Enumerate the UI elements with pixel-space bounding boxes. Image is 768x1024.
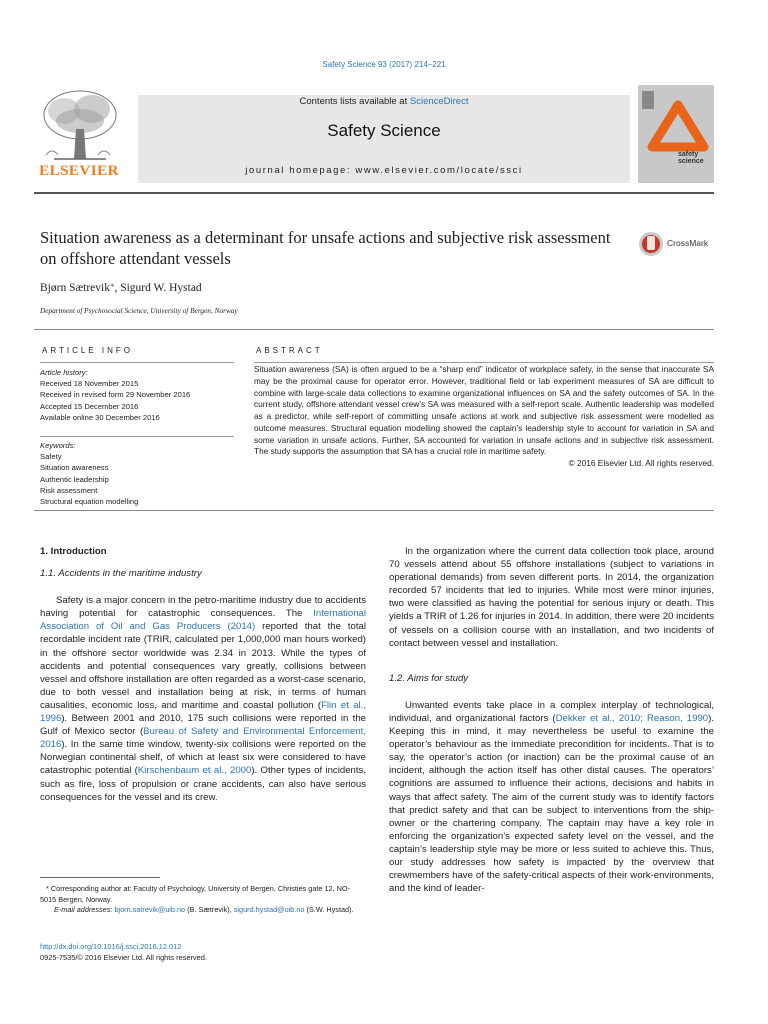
reference-link[interactable]: Bureau of Safety and Environmental Enforcement, 2016: [40, 726, 366, 751]
reference-link[interactable]: International Association of Oil and Gas Producers (2014): [40, 608, 366, 633]
corresponding-author-note: * Corresponding author at: Faculty of Psychology, University of Bergen, Christies gate 12, NO-5015 Bergen, Norway.: [40, 884, 351, 904]
body-left-column: [40, 545, 366, 804]
header-rule: [34, 192, 714, 194]
doi-block: [40, 941, 207, 963]
subsection-heading: 1.1. Accidents in the maritime industry: [40, 568, 202, 580]
paragraph: In the organization where the current data collection took place, around 70 vessels attend about 55 offshore installations (subject to variations in operational demands) from seven different ports. In 2014, the organization recorded 57 incidents that led to injuries. While most were minor injuries, two were classified as having the potential for serious injury or death. This yields a TRIR of 1.26 for injuries in 2014. In addition, there were 20 incidents of vessels on a collision course with an installation, and two incidents of contact between vessel and installation.: [389, 546, 714, 649]
paragraph: Safety is a major concern in the petro-maritime industry due to accidents having potential for catastrophic consequences. The International Association of Oil and Gas Producers (2014) reported that the total recordable incident rate (TRIR, calculated per 1,000,000 man hours worked) in the offshore sector worldwide was 2.34 in 2013. While the types of accidents and potential consequences vary greatly, collisions between vessel and offshore installation are often regarded as a worst-case scenario, due to both vessel and installation being at risk, in terms of human causalities, economic loss, and maritime and coastal pollution (Flin et al., 1996). Between 2001 and 2010, 175 such collisions were reported in the Gulf of Mexico sector (Bureau of Safety and Environmental Enforcement, 2016). In the same time window, twenty-six collisions were reported on the Norwegian continental shelf, of which at least six were considered to have catastrophic potential (Kirschenbaum et al., 2000). Other types of incidents, such as fire, loss of propulsion or crane accidents, can also have serious consequences for the vessel and its crew.: [40, 595, 366, 803]
reference-link[interactable]: Kirschenbaum et al., 2000: [137, 765, 252, 777]
abstract-copyright: © 2016 Elsevier Ltd. All rights reserved.: [568, 458, 714, 468]
keyword: Situation awareness: [40, 463, 109, 473]
keywords: Keywords: Safety Situation awareness Authentic leadership Risk assessment Structural equation modelling: [40, 440, 240, 507]
body-right-column: [389, 545, 714, 895]
abstract-heading: ABSTRACT: [256, 346, 323, 355]
footnote-rule: [40, 877, 160, 878]
history-item: Received in revised form 29 November 2016: [40, 390, 191, 400]
publisher-wordmark: ELSEVIER: [39, 163, 119, 179]
email-link[interactable]: bjorn.satrevik@uib.no: [114, 905, 186, 915]
abstract: [254, 364, 714, 470]
keyword: Authentic leadership: [40, 474, 109, 484]
keywords-rule: [40, 436, 234, 437]
article-title: Situation awareness as a determinant for unsafe actions and subjective risk assessment on offshore attendant vessels: [40, 228, 611, 268]
abstract-rule: [254, 362, 714, 363]
cover-title: safety science: [678, 151, 704, 165]
footnote: * Corresponding author at: Faculty of Psychology, University of Bergen, Christies gate 12, NO-5015 Bergen, Norway. E-mail addresses: bjorn.satrevik@uib.no (B. Sætrevik), sigurd.hystad@uib.no (S.W. Hystad).: [40, 884, 366, 916]
contents-line: Contents lists available at ScienceDirect: [299, 96, 469, 107]
crossmark-label: CrossMark: [667, 238, 709, 248]
reference-link[interactable]: Dekker et al., 2010; Reason, 1990: [555, 712, 709, 724]
journal-cover-image: [638, 85, 714, 183]
history-item: Received 18 November 2015: [40, 379, 139, 389]
author-list: Bjørn Sætrevik*, Sigurd W. Hystad: [40, 282, 202, 294]
sciencedirect-link[interactable]: ScienceDirect: [409, 96, 469, 107]
keyword: Risk assessment: [40, 485, 98, 495]
title-rule: [34, 329, 714, 330]
author-name[interactable]: Sigurd W. Hystad: [120, 282, 202, 294]
keyword: Safety: [40, 452, 62, 462]
author-name[interactable]: Bjørn Sætrevik: [40, 282, 110, 294]
journal-title: Safety Science: [327, 121, 441, 140]
keyword: Structural equation modelling: [40, 497, 139, 507]
article-info-heading: ARTICLE INFO: [42, 346, 133, 355]
abstract-text: Situation awareness (SA) is often argued to be a “sharp end” indicator of workplace safety, in the sense that inaccurate SA may be the proximal cause for operator error. However, traditional field or lab experiment measures of SA are difficult to combine with large-scale data collections to examine organizational influences on SA and the safety outcomes of SA. In the current study, offshore attendant vessel crew’s SA was measured with a self-report scale. Authentic leadership was modelled as a predictor, while self-report of committing unsafe actions at work and subjective risk assessment were modelled as outcome measures. Structural equation modelling showed the captain’s leadership style to account for variation in SA and some variation in unsafe actions. Further, SA accounted for variation in unsafe actions and in subjective risk assessment. The study supports the assumption that SA has a crucial role in maritime safety.: [254, 364, 714, 457]
history-item: Accepted 15 December 2016: [40, 401, 139, 411]
info-rule: [40, 362, 234, 363]
section-heading: 1. Introduction: [40, 546, 107, 557]
crossmark-badge[interactable]: [638, 230, 718, 258]
corresponding-author-mark[interactable]: *: [109, 282, 115, 292]
doi-link[interactable]: http://dx.doi.org/10.1016/j.ssci.2016.12.012: [40, 942, 182, 951]
reference-link[interactable]: Flin et al., 1996: [40, 699, 366, 725]
journal-homepage[interactable]: journal homepage: www.elsevier.com/locate/ssci: [245, 165, 523, 176]
history-item: Available online 30 December 2016: [40, 412, 160, 422]
journal-citation[interactable]: Safety Science 93 (2017) 214–221: [322, 60, 446, 69]
paragraph: Unwanted events take place in a complex interplay of technological, individual, and organizational factors (Dekker et al., 2010; Reason, 1990). Keeping this in mind, it may nevertheless be useful to examine the operator’s behaviour as the immediate precondition for incidents. That is to say, the operator’s action (or inaction) can be the proximal cause of an incident, although the action itself has other distal causes. The operators’ cognitions are assumed to influence their actions, decisions and habits in ways that affect safety. The aim of the current study was to identify factors that predict safety and that can be subject to interventions from the ship-owner or the chartering company. The captain may have a key role in enforcing the organization’s expected safety level on the vessel, and the captain’s leadership style may be more or less suited to achieve this. Thus, our study addresses how safety is impacted by the overview that crewmembers have of the safety-critical aspects of their work-environments, and the kind of leader-: [389, 699, 714, 895]
article-history: Article history: Received 18 November 2015 Received in revised form 29 November 2016 Accepted 15 December 2016 Available online 30 December 2016: [40, 367, 240, 423]
issn-line: 0925-7535/© 2016 Elsevier Ltd. All rights reserved.: [40, 953, 207, 962]
crossmark-icon: [638, 230, 664, 258]
affiliation: Department of Psychosocial Science, University of Bergen, Norway: [40, 306, 238, 315]
abstract-end-rule: [34, 510, 714, 511]
subsection-heading: 1.2. Aims for study: [389, 672, 469, 684]
email-link[interactable]: sigurd.hystad@uib.no: [233, 905, 305, 915]
cover-triangle-icon: [638, 85, 714, 183]
